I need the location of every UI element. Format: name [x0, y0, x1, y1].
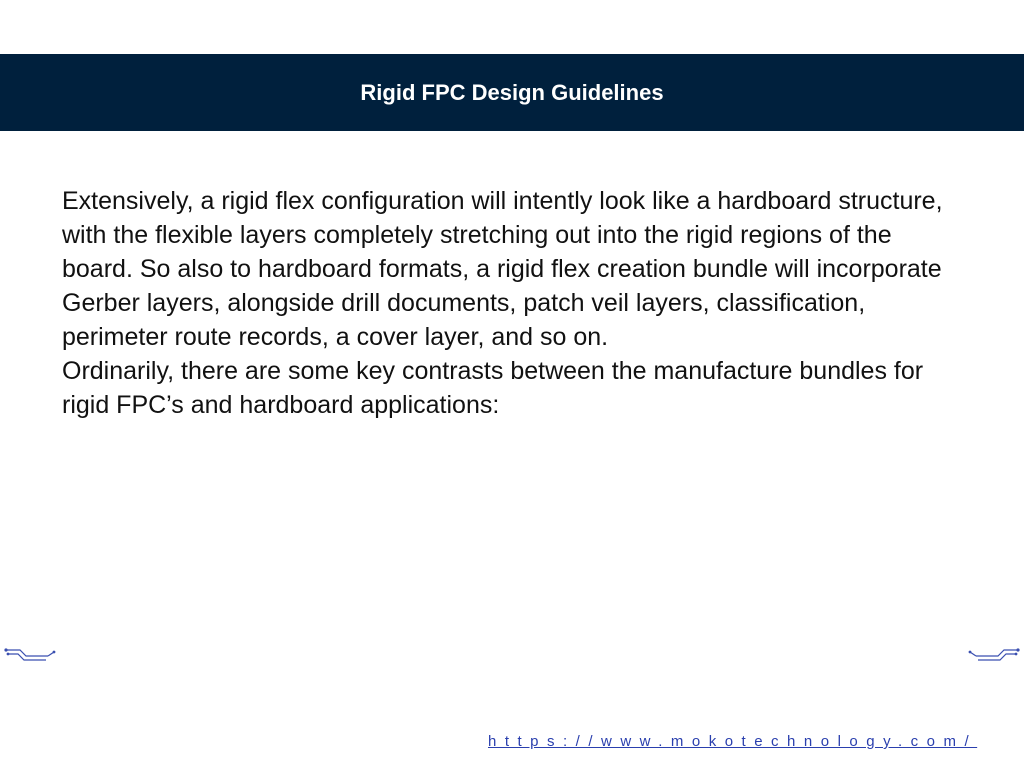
circuit-trace-icon — [4, 638, 56, 664]
slide-title: Rigid FPC Design Guidelines — [360, 79, 664, 105]
title-bar — [0, 54, 1024, 131]
body-text — [62, 184, 962, 422]
footer-link[interactable]: https://www.mokotechnology.com/ — [488, 733, 978, 750]
paragraph: Extensively, a rigid flex configuration will intently look like a hardboard structure, with the flexible layers completely stretching out into the rigid regions of the board. So also to hardboard formats, a rigid flex creation bundle will incorporate Gerber layers, alongside drill documents, patch veil layers, classification, perimeter route records, a cover layer, and so on. — [62, 187, 943, 351]
circuit-trace-icon — [968, 638, 1020, 664]
paragraph: Ordinarily, there are some key contrasts between the manufacture bundles for rigid FPC’s and hardboard applications: — [62, 357, 924, 419]
